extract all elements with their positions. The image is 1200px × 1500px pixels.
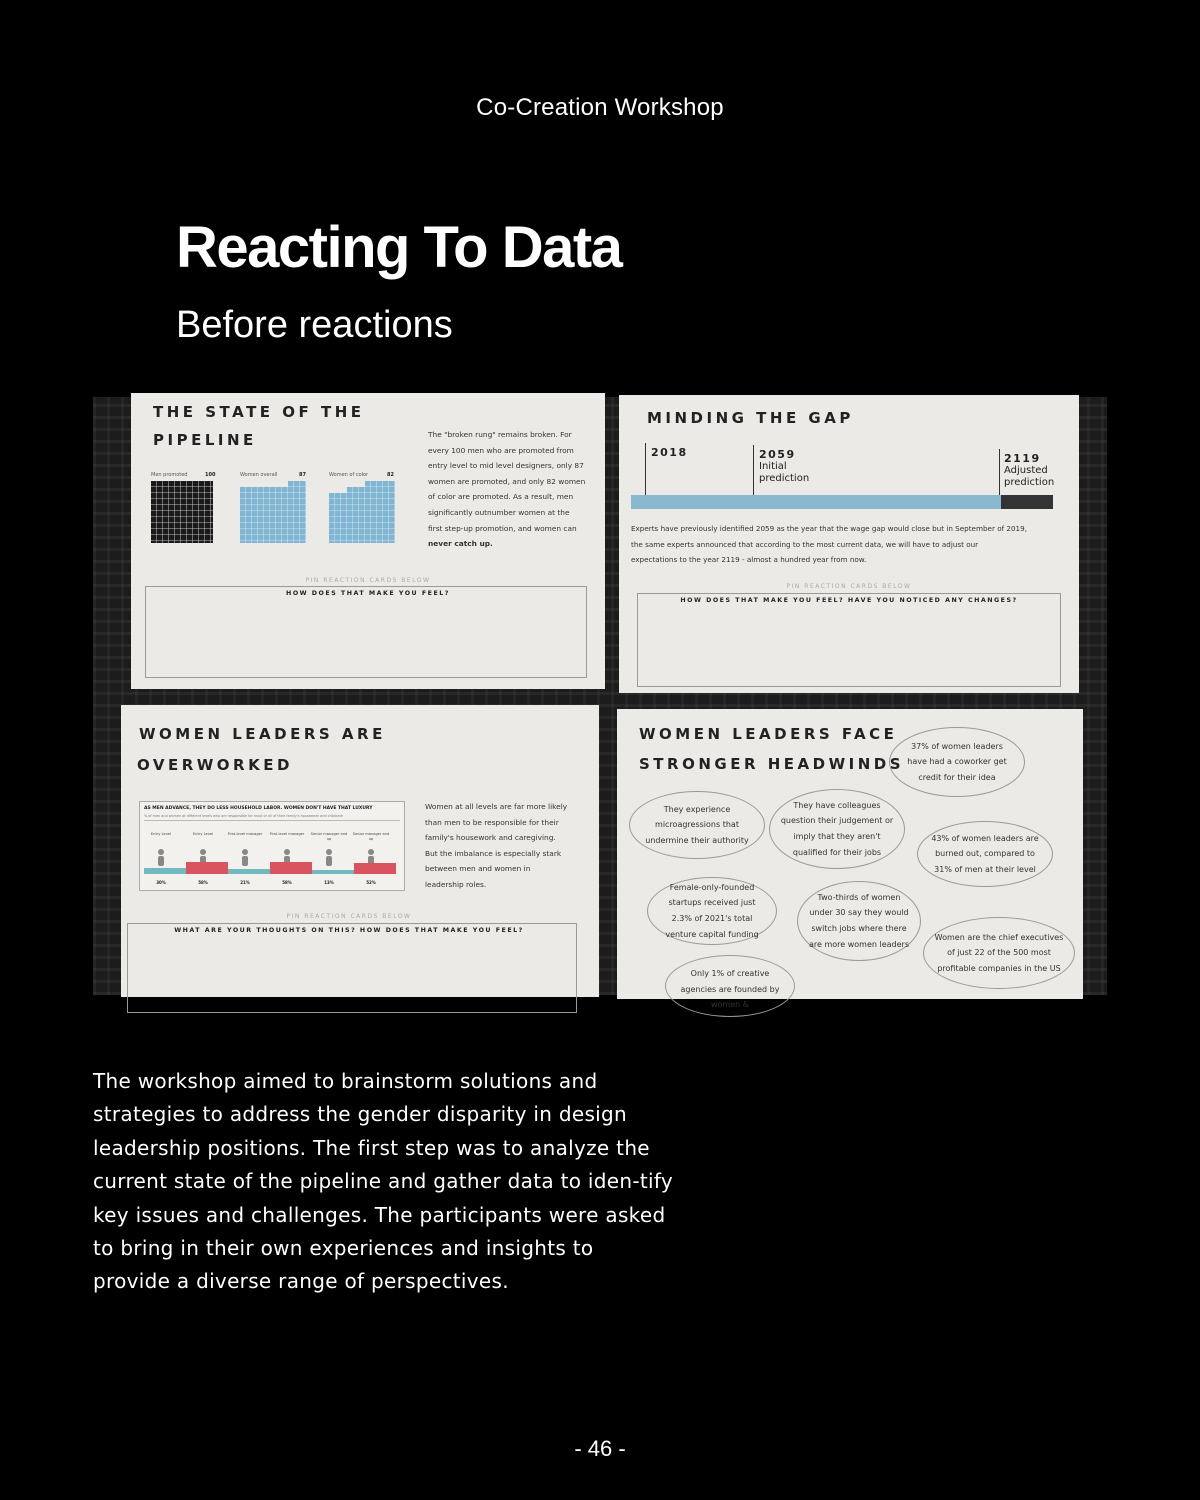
reaction-question: HOW DOES THAT MAKE YOU FEEL? HAVE YOU NOTICED ANY CHANGES? (680, 597, 1018, 604)
percent-label: 21% (240, 880, 250, 885)
timeline-caption: Adjusted prediction (1004, 465, 1055, 488)
level-label: Entry Level (192, 832, 214, 836)
grid-value: 100 (205, 472, 216, 478)
fact-bubble: Female-only-founded startups received just 2.3% of 2021's total venture capital funding (647, 877, 777, 945)
timeline-year: 2119 (1004, 452, 1041, 465)
fact-bubble: 43% of women leaders are burned out, compared to 31% of men at their level (917, 821, 1053, 887)
level-label: Entry Level (150, 832, 172, 836)
percent-label: 58% (198, 880, 208, 885)
page-title: Reacting To Data (176, 215, 622, 280)
pin-label: PIN REACTION CARDS BELOW (286, 913, 412, 920)
fact-bubble: They experience microagressions that undermine their authority (629, 791, 765, 859)
timeline-tick (999, 449, 1000, 495)
grid-value: 87 (299, 472, 306, 478)
timeline-bar (631, 495, 1001, 509)
fact-bubble: Women are the chief executives of just 22 of the 500 most profitable companies in the US (923, 917, 1075, 989)
household-labor-chart (139, 801, 405, 891)
women-of-color-grid (329, 481, 395, 543)
page-number: - 46 - (574, 1436, 626, 1461)
grid-label: Men promoted (151, 472, 188, 478)
poster-stronger-headwinds (617, 709, 1083, 1010)
timeline-year: 2018 (651, 446, 688, 459)
running-head: Co-Creation Workshop (476, 94, 724, 121)
percent-label: 13% (324, 880, 334, 885)
timeline-year: 2059 (759, 448, 796, 461)
level-label: Senior manager and up (352, 832, 390, 841)
level-label: First-level manager (269, 832, 305, 836)
poster-heading: OVERWORKED (137, 756, 293, 774)
timeline-tick (753, 445, 754, 495)
page-subtitle: Before reactions (176, 304, 453, 346)
reaction-card-area (637, 593, 1061, 687)
household-bars (140, 846, 404, 880)
chart-subtitle: % of men and women at different levels who are responsible for most or all of their family's housework and childcare (144, 814, 344, 818)
poster-text: Experts have previously identified 2059 as the year that the wage gap would close but in September of 2019, the same experts announced that according to the most current data, we will have to adjust our expectations to the year 2119 - almost a hundred year from now. (631, 524, 1027, 565)
men-promoted-grid (151, 481, 213, 543)
fact-bubble: Only 1% of creative agencies are founded by women & (665, 955, 795, 1017)
poster-heading: PIPELINE (153, 431, 257, 449)
fact-bubble: Two-thirds of women under 30 say they would switch jobs where there are more women leaders (797, 881, 921, 961)
poster-text: Women at all levels are far more likely than men to be responsible for their family's housework and caregiving. But the imbalance is especially stark between men and women in leadership roles. (425, 802, 568, 889)
body-paragraph: The workshop aimed to brainstorm solutions and strategies to address the gender disparity in design leadership positions. The first step was to analyze the current state of the pipeline and gather data to iden-tify key issues and challenges. The participants were asked to bring in their own experiences and insights to provide a diverse range of perspectives. (93, 1069, 673, 1294)
poster-text: The "broken rung" remains broken. For every 100 men who are promoted from entry level to mid level designers, only 87 women are promoted, and only 82 women of color are promoted. As a result, men significantly outnumber women at the first step-up promotion, and women can never catch up. (428, 430, 586, 549)
grid-value: 82 (387, 472, 394, 478)
pin-label: PIN REACTION CARDS BELOW (786, 583, 912, 590)
poster-women-leaders-overworked (121, 705, 599, 997)
grid-label: Women overall (240, 472, 278, 478)
poster-state-of-pipeline (131, 393, 605, 689)
women-overall-grid (240, 481, 306, 543)
poster-heading: WOMEN LEADERS FACE (639, 725, 898, 743)
reaction-question: WHAT ARE YOUR THOUGHTS ON THIS? HOW DOES THAT MAKE YOU FEEL? (174, 927, 524, 934)
poster-heading: WOMEN LEADERS ARE (139, 725, 386, 743)
pin-label: PIN REACTION CARDS BELOW (305, 577, 431, 584)
workshop-photo (93, 397, 1107, 1010)
reaction-card-area (145, 586, 587, 678)
chart-divider (144, 820, 400, 821)
poster-heading: THE STATE OF THE (153, 403, 365, 421)
timeline-caption: Initial prediction (759, 461, 810, 484)
percent-label: 52% (366, 880, 376, 885)
poster-minding-the-gap (619, 395, 1079, 693)
percent-label: 58% (282, 880, 292, 885)
grid-label: Women of color (329, 472, 369, 478)
percent-label: 30% (156, 880, 166, 885)
poster-heading: STRONGER HEADWINDS (639, 755, 905, 773)
chart-title: AS MEN ADVANCE, THEY DO LESS HOUSEHOLD LABOR. WOMEN DON'T HAVE THAT LUXURY (144, 806, 373, 811)
level-label: Senior manager and up (310, 832, 348, 841)
reaction-card-area (127, 923, 577, 1013)
level-label: First-level manager (227, 832, 263, 836)
fact-bubble: They have colleagues question their judgement or imply that they aren't qualified for their jobs (769, 789, 905, 869)
fact-bubble: 37% of women leaders have had a coworker get credit for their idea (889, 727, 1025, 797)
reaction-question: HOW DOES THAT MAKE YOU FEEL? (286, 590, 450, 597)
timeline-bar-extension (1001, 495, 1053, 509)
poster-heading: MINDING THE GAP (647, 409, 854, 427)
